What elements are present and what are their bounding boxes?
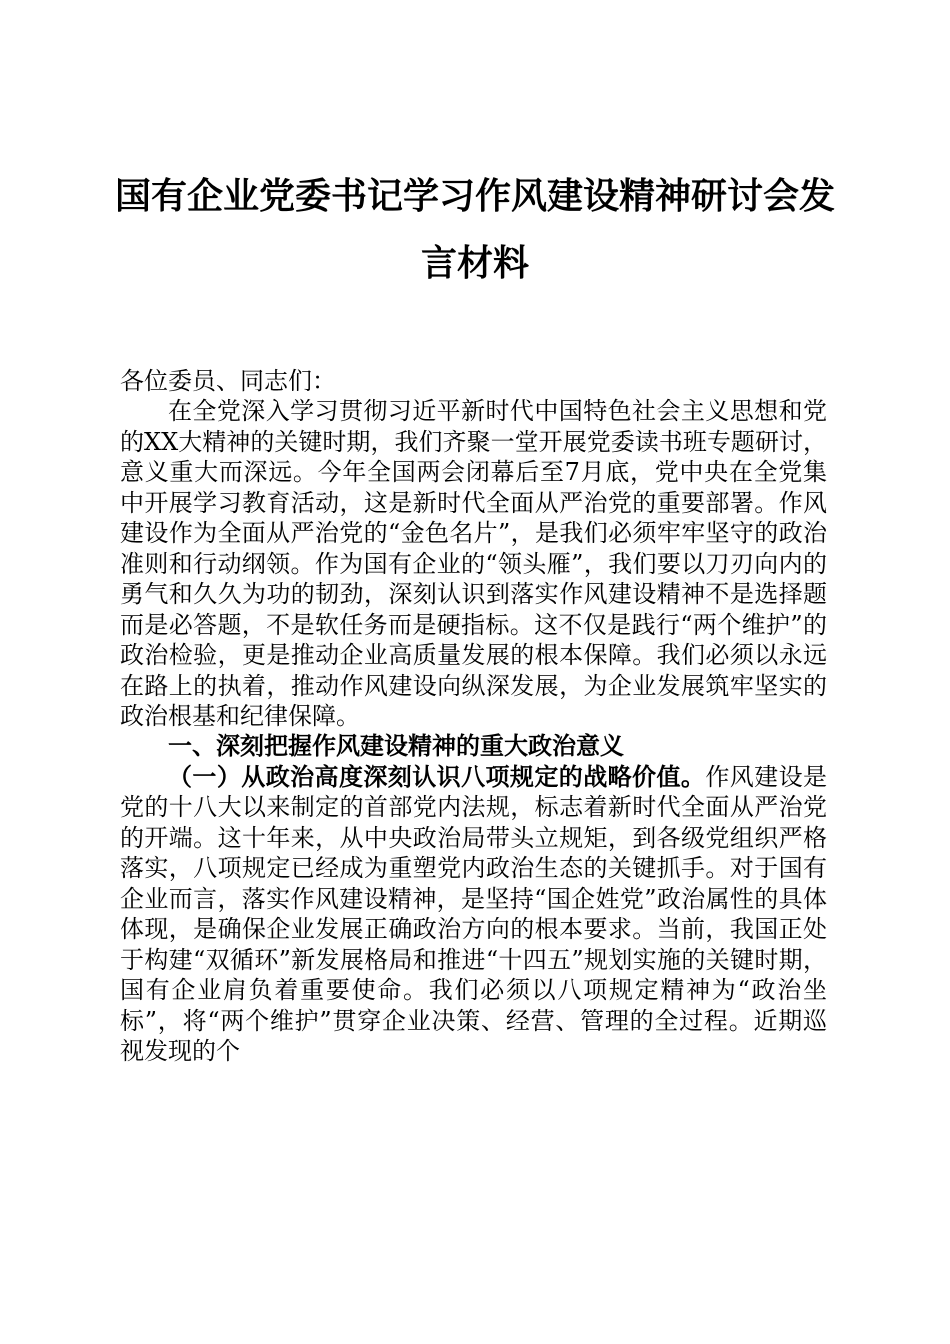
subsection-1-paragraph [120, 762, 827, 1067]
subsection-1-lead: （一）从政治高度深刻认识八项规定的战略价值。 [168, 761, 706, 791]
document-body [120, 366, 827, 1066]
subsection-1-body: 作风建设是党的十八大以来制定的首部党内法规，标志着新时代全面从严治党的开端。这十年来，从中央政治局带头立规矩，到各级党组织严格落实，八项规定已经成为重塑党内政治生态的关键抓手。对于国有企业而言，落实作风建设精神，是坚持“国企姓党”政治属性的具体体现，是确保企业发展正确政治方向的根本要求。当前，我国正处于构建“双循环”新发展格局和推进“十四五”规划实施的关键时期，国有企业肩负着重要使命。我们必须以八项规定精神为“政治坐标”，将“两个维护”贯穿企业决策、经营、管理的全过程。近期巡视发现的个 [120, 762, 828, 1065]
salutation: 各位委员、同志们： [120, 367, 336, 395]
intro-paragraph: 在全党深入学习贯彻习近平新时代中国特色社会主义思想和党的XX大精神的关键时期，我们齐聚一堂开展党委读书班专题研讨，意义重大而深远。今年全国两会闭幕后至7月底，党中央在全党集中开展学习教育活动，这是新时代全面从严治党的重要部署。作风建设作为全面从严治党的“金色名片”，是我们必须牢牢坚守的政治准则和行动纲领。作为国有企业的“领头雁”，我们要以刀刃向内的勇气和久久为功的韧劲，深刻认识到落实作风建设精神不是选择题而是必答题，不是软任务而是硬指标。这不仅是践行“两个维护”的政治检验，更是推动企业高质量发展的根本保障。我们必须以永远在路上的执着，推动作风建设向纵深发展，为企业发展筑牢坚实的政治根基和纪律保障。 [120, 397, 827, 730]
document-title-line-2: 言材料 [420, 242, 529, 284]
document-title-line-1: 国有企业党委书记学习作风建设精神研讨会发 [114, 175, 835, 217]
section-1-heading: 一、深刻把握作风建设精神的重大政治意义 [168, 732, 624, 761]
